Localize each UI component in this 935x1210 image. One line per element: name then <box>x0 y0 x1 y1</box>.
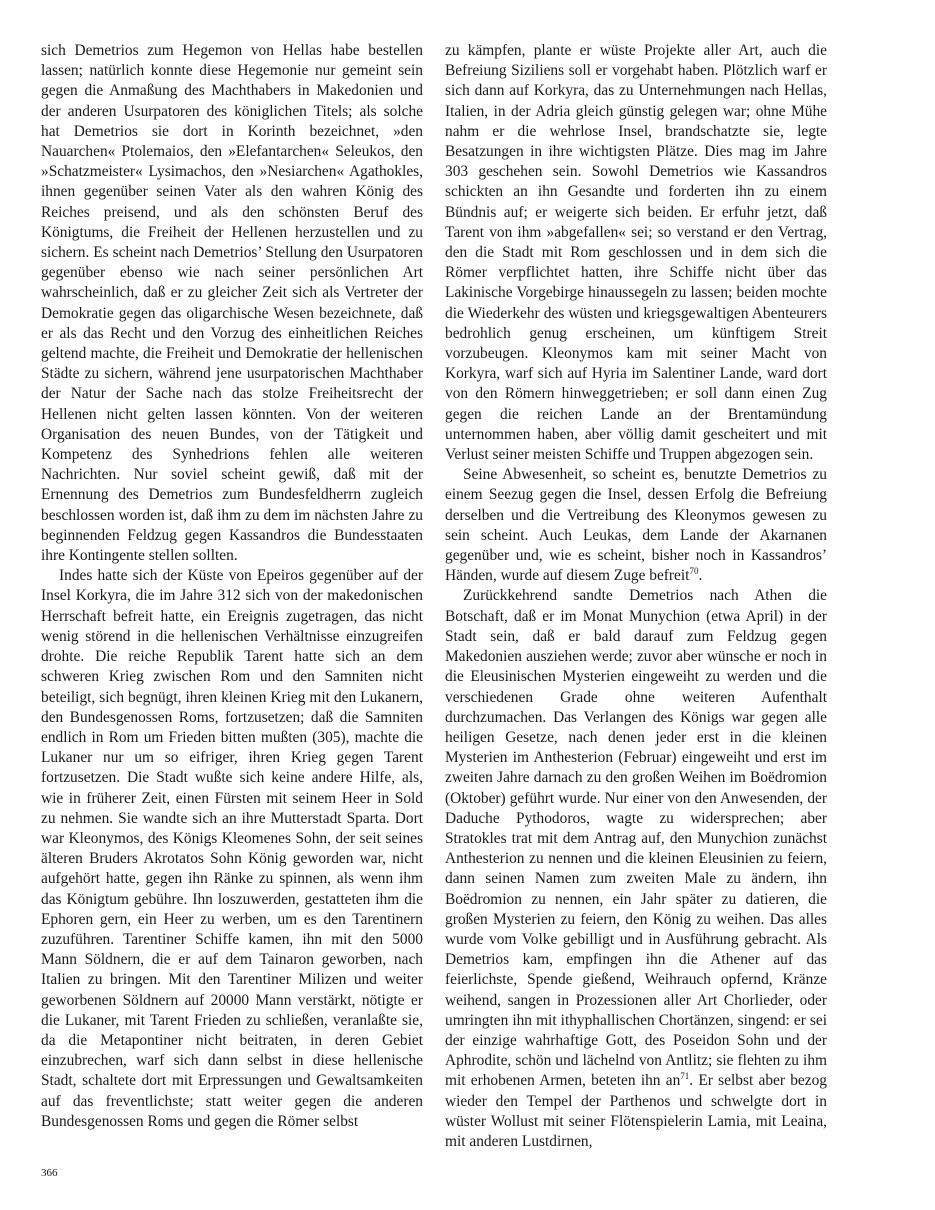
footnote-ref-70[interactable]: 70 <box>689 566 699 577</box>
paragraph: zu kämpfen, plante er wüste Projekte aller Art, auch die Befreiung Siziliens soll er vorgehabt haben. Plötzlich warf er sich dann auf Korkyra, das zu Unternehmungen nach Hellas, Italien, in der Adria gleich günstig gelegen war; ohne Mühe nahm er die wehrlose Insel, brandschatzte sie, legte Besatzungen in ihre wichtigsten Plätze. Dies mag im Jahre 303 geschehen sein. Sowohl Demetrios wie Kassandros schickten an ihn Gesandte und forderten ihn zu einem Bündnis auf; er weigerte sich beiden. Er erfuhr jetzt, daß Tarent von ihm »abgefallen« sei; so verstand er den Vertrag, den die Stadt mit Rom geschlossen und in dem sich die Römer verpflichtet hatten, ihre Schiffe nicht über das Lakinische Vorgebirge hinaussegeln zu lassen; beiden mochte die Wiederkehr des wüsten und kriegsgewaltigen Abenteurers bedrohlich genug erscheinen, um künftigem Streit vorzubeugen. Kleonymos kam mit seiner Macht von Korkyra, warf sich auf Hyria im Salentiner Lande, ward dort von den Römern hinweggetrieben; er soll dann einen Zug gegen die reichen Lande an der Brentamündung unternommen haben, aber völlig damit gescheitert und mit Verlust seiner meisten Schiffe und Truppen abgezogen sein. <box>445 42 827 464</box>
paragraph <box>445 586 827 1152</box>
footnote-ref-71[interactable]: 71 <box>680 1071 690 1082</box>
paragraph-text: Seine Abwesenheit, so scheint es, benutzte Demetrios zu einem Seezug gegen die Insel, dessen Erfolg die Befreiung derselben und die Vertreibung des Kleonymos gewesen zu sein scheint. Auch Leukas, dem Lande der Akarnanen gegenüber und, wie es scheint, bisher noch in Kassandros’ Händen, wurde auf diesem Zuge befreit <box>445 466 827 585</box>
paragraph-text: Zurückkehrend sandte Demetrios nach Athen die Botschaft, daß er im Monat Munychion (etwa April) in der Stadt sein, daß er bald darauf zum Feldzug gegen Makedonien ausziehen werde; zuvor aber wünsche er noch in die Eleusinischen Mysterien eingeweiht zu werden und die verschiedenen Grade ohne weiteren Aufenthalt durchzumachen. Das Verlangen des Königs war gegen alle heiligen Gesetze, nach denen jeder erst in die kleinen Mysterien im Anthesterion (Februar) eingeweiht und erst im zweiten Jahre darnach zu den großen Weihen im Boëdromion (Oktober) geführt wurde. Nur einer von den Anwesenden, der Daduche Pythodoros, wagte zu widersprechen; aber Stratokles trat mit dem Antrag auf, den Munychion zunächst Anthesterion zu nennen und die kleinen Eleusinien zu feiern, dann seinen Namen zum zweiten Male zu ändern, ihn Boëdromion zu nennen, ein Jahr später zu datieren, die großen Mysterien zu feiern, den König zu weihen. Das alles wurde vom Volke gebilligt und in Ausführung gebracht. Als Demetrios kam, empfingen ihn die Athener auf das feierlichste, Spende gießend, Weihrauch opfernd, Kränze weihend, sangen in Prozessionen aller Art Chorlieder, oder umringten ihn mit ithyphallischen Chortänzen, singend: er sei der einzige wahrhaftige Gott, des Poseidon Sohn und der Aphrodite, schön und lächelnd von Antlitz; sie flehten zu ihm mit erhobenen Armen, beteten ihn an <box>445 587 827 1090</box>
left-column <box>41 41 423 1132</box>
paragraph-end: . Er selbst aber bezog wieder den Tempel der Parthenos und schwelgte dort in wüster Wollust mit seiner Flötenspielerin Lamia, mit Leaina, mit anderen Lustdirnen, <box>445 1072 827 1150</box>
paragraph: sich Demetrios zum Hegemon von Hellas habe bestellen lassen; natürlich konnte diese Hegemonie nur gemeint sein gegen die Anmaßung des Machthabers in Makedonien und der anderen Usurpatoren des königlichen Titels; als solche hat Demetrios sie dort in Korinth bezeichnet, »den Nauarchen« Ptolemaios, den »Elefantarchen« Seleukos, den »Schatzmeister« Lysimachos, den »Nesiarchen« Agathokles, ihnen gegenüber seinen Vater als den wahren König des Reiches preisend, und als den schönsten Beruf des Königtums, die Freiheit der Hellenen herzustellen und zu sichern. Es scheint nach Demetrios’ Stellung den Usurpatoren gegenüber ebenso wie nach seiner persönlichen Art wahrscheinlich, daß er zu gleicher Zeit sich als Vertreter der Demokratie gegen das oligarchische Wesen bezeichnete, daß er als das Recht und den Vorzug des einheitlichen Reiches geltend machte, die Freiheit und Demokratie der hellenischen Städte zu sichern, während jene usurpatorischen Machthaber der Natur der Sache nach das stolze Freiheitsrecht der Hellenen nicht gelten lassen könnten. Von der weiteren Organisation des neuen Bundes, von der Tätigkeit und Kompetenz des Synhedrions fehlen alle weiteren Nachrichten. Nur soviel scheint gewiß, daß mit der Ernennung des Demetrios zum Bundesfeldherrn zugleich beschlossen worden ist, daß ihm zu dem im nächsten Jahre zu beginnenden Feldzug gegen Kassandros die Bundesstaaten ihre Kontingente stellen sollten. <box>41 42 423 565</box>
right-column <box>445 41 827 1152</box>
paragraph-end: . <box>698 567 703 585</box>
paragraph <box>445 465 827 586</box>
page-number: 366 <box>41 1167 58 1179</box>
paragraph: Indes hatte sich der Küste von Epeiros gegenüber auf der Insel Korkyra, die im Jahre 312 sich von der makedonischen Herrschaft befreit hatte, ein Ereignis zugetragen, das nicht wenig störend in die hellenischen Verhältnisse einzugreifen drohte. Die reiche Republik Tarent hatte sich an dem schweren Krieg zwischen Rom und den Samniten nicht beteiligt, sich begnügt, ihren kleinen Krieg mit den Lukanern, den Bundesgenossen Roms, fortzusetzen; daß die Samniten endlich in Rom um Frieden bitten mußten (305), machte die Lukaner nur um so eifriger, ihren Krieg gegen Tarent fortzusetzen. Die Stadt wußte sich keine andere Hilfe, als, wie in früherer Zeit, einen Fürsten mit seinem Heer in Sold zu nehmen. Sie wandte sich an ihre Mutterstadt Sparta. Dort war Kleonymos, des Königs Kleomenes Sohn, der seit seines älteren Bruders Akrotatos Sohn König geworden war, nicht aufgehört hatte, gegen ihn Ränke zu spinnen, als wenn ihm das Königtum gebühre. Ihn loszuwerden, gestatteten ihm die Ephoren gern, ein Heer zu werben, um es den Tarentinern zuzuführen. Tarentiner Schiffe kamen, ihn mit den 5000 Mann Söldnern, die er auf dem Tainaron geworben, nach Italien zu bringen. Mit den Tarentiner Milizen und weiter geworbenen Söldnern auf 20000 Mann verstärkt, nötigte er die Lukaner, mit Tarent Frieden zu schließen, veranlaßte sie, da die Metapontiner nicht beitraten, in deren Gebiet einzubrechen, warf sich dann selbst in diese hellenische Stadt, schaltete dort mit Erpressungen und Gewaltsamkeiten auf das freventlichste; statt weiter gegen die anderen Bundesgenossen Roms und gegen die Römer selbst <box>41 567 423 1130</box>
